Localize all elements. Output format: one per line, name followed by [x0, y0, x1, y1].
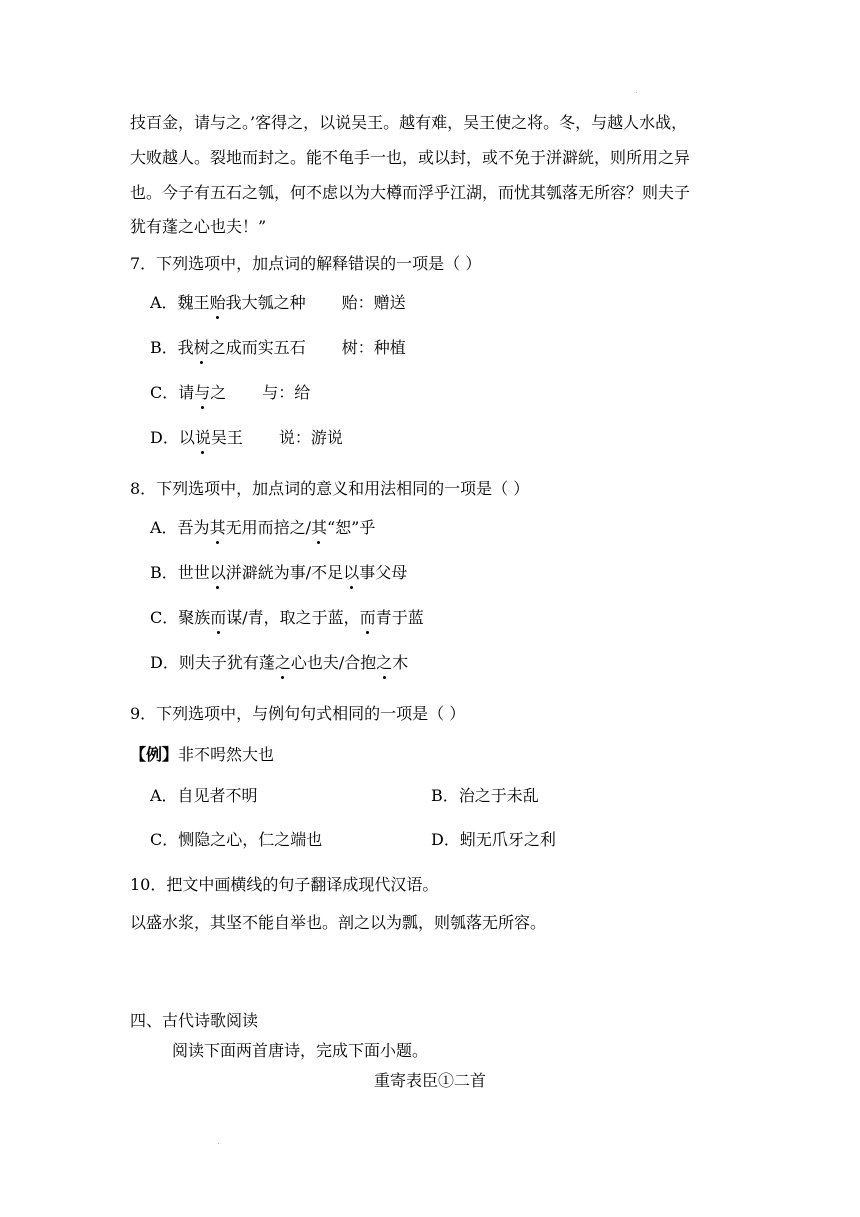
option-text: 无用而掊之/ [225, 518, 311, 537]
option-text: D．则夫子犹有蓬 [150, 653, 275, 672]
question-8-option-c [150, 607, 424, 629]
question-10-sentence: 以盛水浆，其坚不能自举也。剖之以为瓢，则瓠落无所容。 [130, 913, 547, 932]
dotted-word: 之 [274, 653, 291, 672]
question-7-option-c [150, 382, 310, 404]
option-gloss: 贻：赠送 [341, 293, 406, 312]
dotted-word: 其 [310, 518, 327, 537]
option-text: D．以 [150, 428, 195, 447]
option-text: 青于蓝 [375, 608, 424, 627]
option-text: 吴王 [210, 428, 243, 447]
question-7-option-a [150, 292, 406, 314]
question-9-stem: 9．下列选项中，与例句句式相同的一项是（ ） [130, 704, 466, 723]
option-gloss: 与：给 [262, 383, 311, 402]
passage-line-4: 犹有蓬之心也夫！” [130, 217, 267, 236]
question-7-option-d [150, 427, 343, 449]
dotted-word: 之 [376, 653, 393, 672]
dotted-word: 其 [209, 518, 226, 537]
question-9-option-c: C．恻隐之心，仁之端也 [150, 830, 323, 849]
poem-title: 重寄表臣①二首 [373, 1071, 486, 1090]
dotted-word: 而 [359, 608, 376, 627]
dotted-word: 而 [210, 608, 227, 627]
question-8-option-a [150, 517, 375, 539]
dotted-word: 以 [209, 563, 226, 582]
option-text: 之 [210, 383, 227, 402]
passage-line-3: 也。今子有五石之瓠，何不虑以为大樽而浮乎江湖，而忧其瓠落无所容？则夫子 [130, 183, 691, 202]
example-text: 非不呺然大也 [178, 745, 275, 764]
dotted-word: 树 [193, 338, 210, 357]
question-10-stem: 10．把文中画横线的句子翻译成现代汉语。 [130, 875, 439, 894]
question-7-option-b [150, 337, 406, 359]
dotted-word: 以 [343, 563, 360, 582]
example-tag: 【例】 [130, 745, 179, 764]
option-text: 我大瓠之种 [225, 293, 306, 312]
question-8-option-b [150, 562, 407, 584]
question-9-example [130, 744, 274, 766]
question-8-stem: 8．下列选项中，加点词的意义和用法相同的一项是（ ） [130, 479, 530, 498]
option-text: 洴澼絖为事/不足 [225, 563, 344, 582]
dotted-word: 与 [194, 383, 211, 402]
option-text: “恕”乎 [327, 518, 376, 537]
option-text: 木 [392, 653, 409, 672]
option-text: 之成而实五石 [209, 338, 306, 357]
option-text: C．聚族 [150, 608, 211, 627]
option-text: 心也夫/合抱 [290, 653, 377, 672]
option-text: B．我 [150, 338, 194, 357]
option-text: 事父母 [359, 563, 408, 582]
question-9-option-a: A．自见者不明 [150, 786, 258, 805]
dotted-word: 贻 [209, 293, 226, 312]
option-text: C．请 [150, 383, 195, 402]
option-text: A．吾为 [150, 518, 210, 537]
passage-line-2: 大败越人。裂地而封之。能不龟手一也，或以封，或不免于洴澼絖，则所用之异 [130, 148, 691, 167]
question-9-option-d: D．蚓无爪牙之利 [431, 830, 556, 849]
option-gloss: 说：游说 [278, 428, 343, 447]
option-text: A．魏王 [150, 293, 210, 312]
scan-speck [218, 1143, 219, 1144]
question-9-option-b: B．治之于未乱 [431, 786, 539, 805]
section-4-heading: 四、古代诗歌阅读 [130, 1011, 259, 1030]
question-8-option-d [150, 652, 408, 674]
dotted-word: 说 [194, 428, 211, 447]
option-text: 谋/青，取之于蓝， [226, 608, 360, 627]
question-7-stem: 7．下列选项中，加点词的解释错误的一项是（ ） [130, 254, 482, 273]
option-gloss: 树：种植 [341, 338, 406, 357]
section-4-instruction: 阅读下面两首唐诗，完成下面小题。 [172, 1041, 429, 1060]
passage-line-1: 技百金，请与之。’客得之，以说吴王。越有难，吴王使之将。冬，与越人水战， [130, 113, 688, 132]
scan-speck [636, 92, 637, 93]
option-text: B．世世 [150, 563, 210, 582]
